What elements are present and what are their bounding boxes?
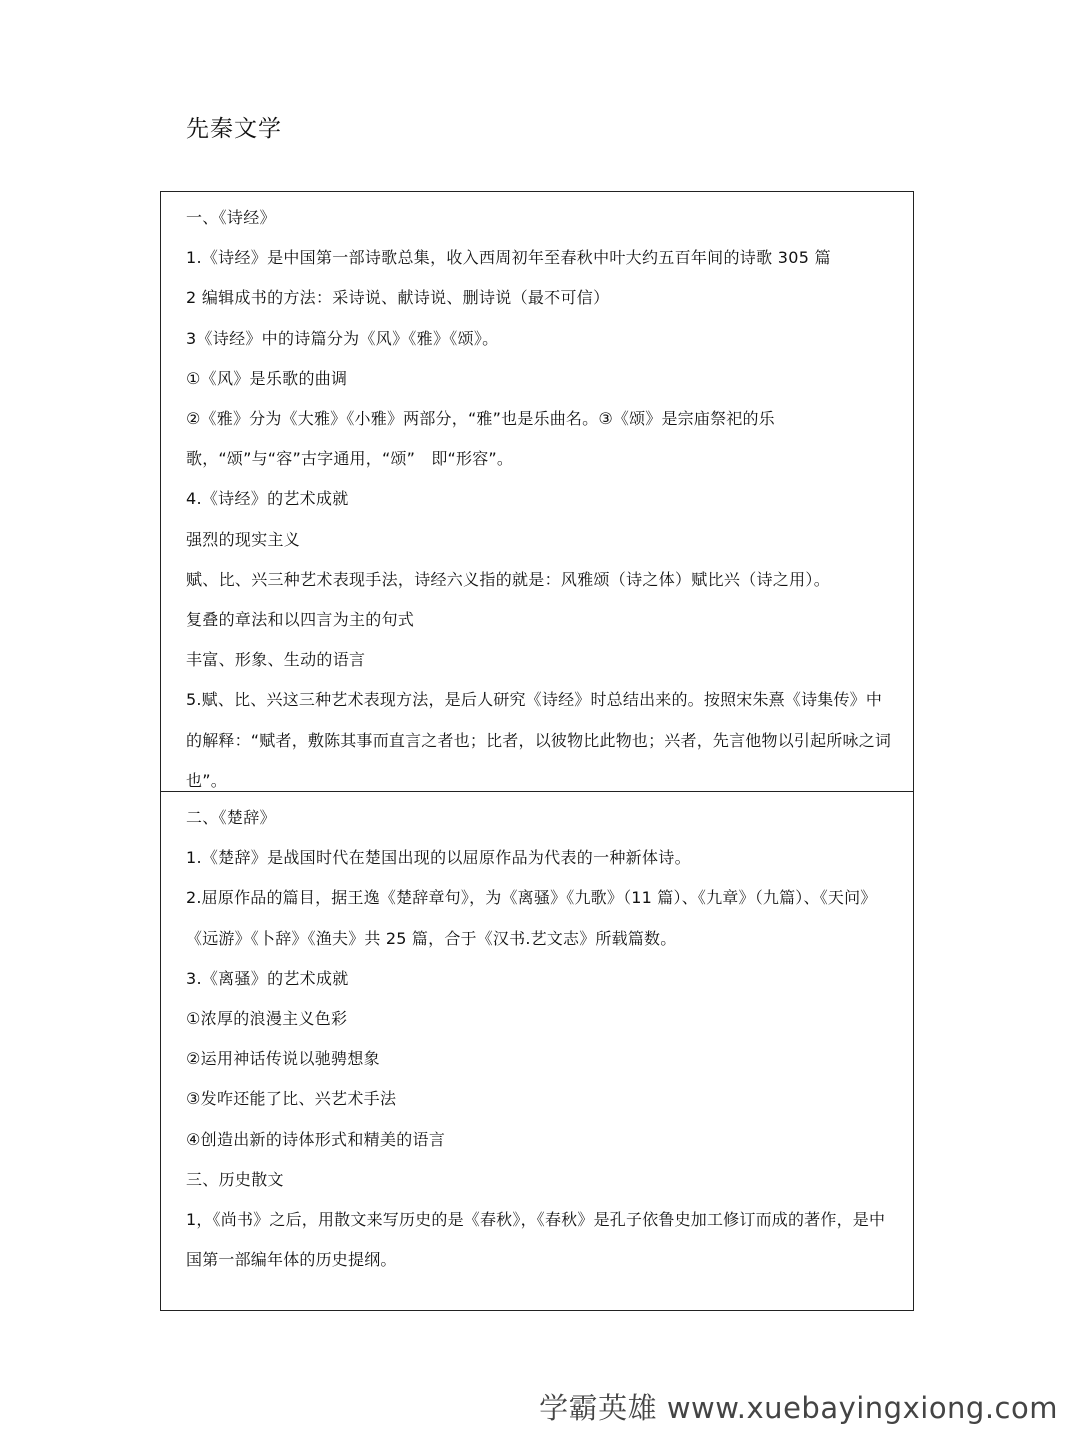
text-line: 强烈的现实主义 (186, 529, 301, 549)
text-line: 复叠的章法和以四言为主的句式 (186, 610, 415, 630)
page-title: 先秦文学 (186, 116, 282, 142)
section-shijing (161, 192, 913, 792)
text-paragraph: 2.屈原作品的篇目，据王逸《楚辞章句》，为《离骚》《九歌》（11 篇）、《九章》（九篇）、《天问》《远游》《卜辞》《渔夫》共 25 篇，合于《汉书.艺文志》所载篇数。 (186, 888, 877, 948)
section-heading: 二、《楚辞》 (186, 808, 276, 827)
text-line: ①《风》是乐歌的曲调 (186, 368, 348, 388)
text-line: 赋、比、兴三种艺术表现手法，诗经六义指的就是：风雅颂（诗之体）赋比兴（诗之用）。 (186, 569, 831, 589)
text-paragraph: ②《雅》分为《大雅》《小雅》两部分，“雅”也是乐曲名。③《颂》是宗庙祭祀的乐歌，“颂”与“容”古字通用，“颂” 即“形容”。 (186, 409, 775, 469)
text-line: 2 编辑成书的方法：采诗说、献诗说、删诗说（最不可信） (186, 288, 610, 308)
text-line: 4.《诗经》的艺术成就 (186, 489, 349, 509)
text-line: 1.《楚辞》是战国时代在楚国出现的以屈原作品为代表的一种新体诗。 (186, 848, 691, 868)
text-line: 丰富、形象、生动的语言 (186, 650, 366, 670)
text-line: ②运用神话传说以驰骋想象 (186, 1049, 380, 1069)
content-table (160, 191, 914, 1311)
text-line: 3.《离骚》的艺术成就 (186, 968, 349, 988)
section-heading: 一、《诗经》 (186, 208, 276, 227)
section-chuci-lishi (161, 792, 913, 1310)
text-line: 1.《诗经》是中国第一部诗歌总集，收入西周初年至春秋中叶大约五百年间的诗歌 305 篇 (186, 248, 831, 268)
text-line: 3《诗经》中的诗篇分为《风》《雅》《颂》。 (186, 328, 499, 348)
text-line: ①浓厚的浪漫主义色彩 (186, 1009, 348, 1029)
watermark (539, 1390, 1058, 1426)
watermark-brand: 学霸英雄 (539, 1391, 658, 1425)
watermark-url: www.xuebayingxiong.com (666, 1391, 1058, 1425)
text-paragraph: 5.赋、比、兴这三种艺术表现方法，是后人研究《诗经》时总结出来的。按照宋朱熹《诗集传》中的解释：“赋者，敷陈其事而直言之者也；比者，以彼物比此物也；兴者，先言他物以引起所咏之词也”。 (186, 690, 892, 790)
text-line: ③发咋还能了比、兴艺术手法 (186, 1089, 397, 1109)
section-heading: 三、历史散文 (186, 1169, 284, 1189)
text-paragraph: 1，《尚书》之后，用散文来写历史的是《春秋》，《春秋》是孔子依鲁史加工修订而成的著作，是中国第一部编年体的历史提纲。 (186, 1210, 886, 1270)
text-line: ④创造出新的诗体形式和精美的语言 (186, 1129, 446, 1149)
